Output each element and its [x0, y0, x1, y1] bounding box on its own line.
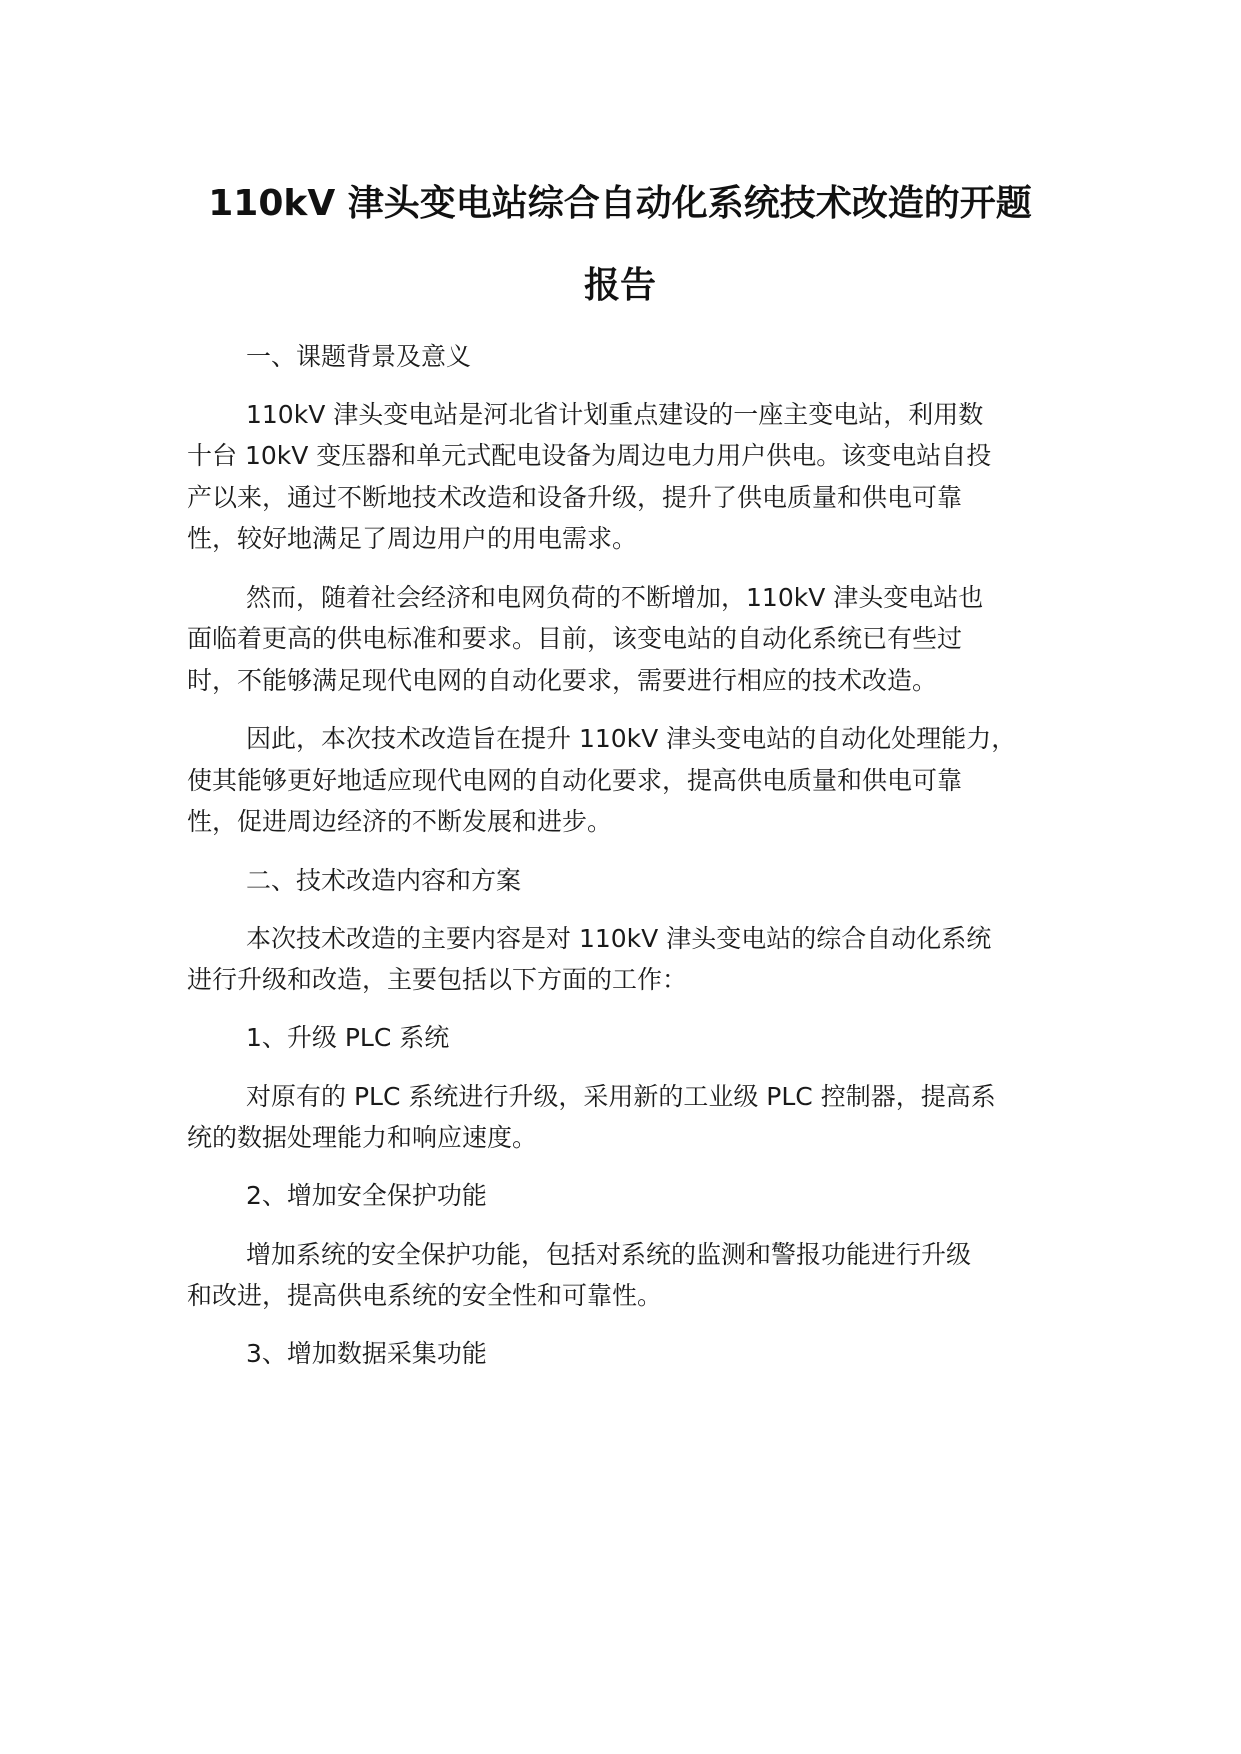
paragraph-line: 增加系统的安全保护功能，包括对系统的监测和警报功能进行升级 [246, 1240, 972, 1269]
document-title-line-2: 报告 [583, 265, 656, 306]
paragraph-line: 110kV 津头变电站是河北省计划重点建设的一座主变电站，利用数 [246, 400, 984, 429]
document-title-line-1: 110kV 津头变电站综合自动化系统技术改造的开题 [208, 183, 1032, 224]
paragraph-line: 产以来，通过不断地技术改造和设备升级，提升了供电质量和供电可靠 [187, 483, 963, 512]
paragraph-line: 性，较好地满足了周边用户的用电需求。 [187, 524, 638, 553]
paragraph-line: 使其能够更好地适应现代电网的自动化要求，提高供电质量和供电可靠 [187, 766, 963, 795]
paragraph-line: 面临着更高的供电标准和要求。目前，该变电站的自动化系统已有些过 [187, 624, 963, 653]
paragraph-line: 统的数据处理能力和响应速度。 [187, 1123, 538, 1152]
list-item-heading: 3、增加数据采集功能 [246, 1339, 487, 1368]
paragraph-line: 时，不能够满足现代电网的自动化要求，需要进行相应的技术改造。 [187, 666, 938, 695]
paragraph-line: 和改进，提高供电系统的安全性和可靠性。 [187, 1281, 663, 1310]
paragraph-line: 然而，随着社会经济和电网负荷的不断增加，110kV 津头变电站也 [246, 583, 984, 612]
paragraph-line: 进行升级和改造，主要包括以下方面的工作： [187, 965, 688, 994]
paragraph-line: 性，促进周边经济的不断发展和进步。 [187, 807, 613, 836]
paragraph-line: 本次技术改造的主要内容是对 110kV 津头变电站的综合自动化系统 [246, 924, 992, 953]
paragraph-line: 十台 10kV 变压器和单元式配电设备为周边电力用户供电。该变电站自投 [187, 441, 992, 470]
paragraph-line: 因此，本次技术改造旨在提升 110kV 津头变电站的自动化处理能力， [246, 724, 1017, 753]
list-item-heading: 2、增加安全保护功能 [246, 1181, 487, 1210]
list-item-heading: 1、升级 PLC 系统 [246, 1023, 450, 1052]
paragraph-line: 对原有的 PLC 系统进行升级，采用新的工业级 PLC 控制器，提高系 [246, 1082, 996, 1111]
section-heading-content: 二、技术改造内容和方案 [246, 866, 522, 895]
section-heading-background: 一、课题背景及意义 [246, 342, 472, 371]
